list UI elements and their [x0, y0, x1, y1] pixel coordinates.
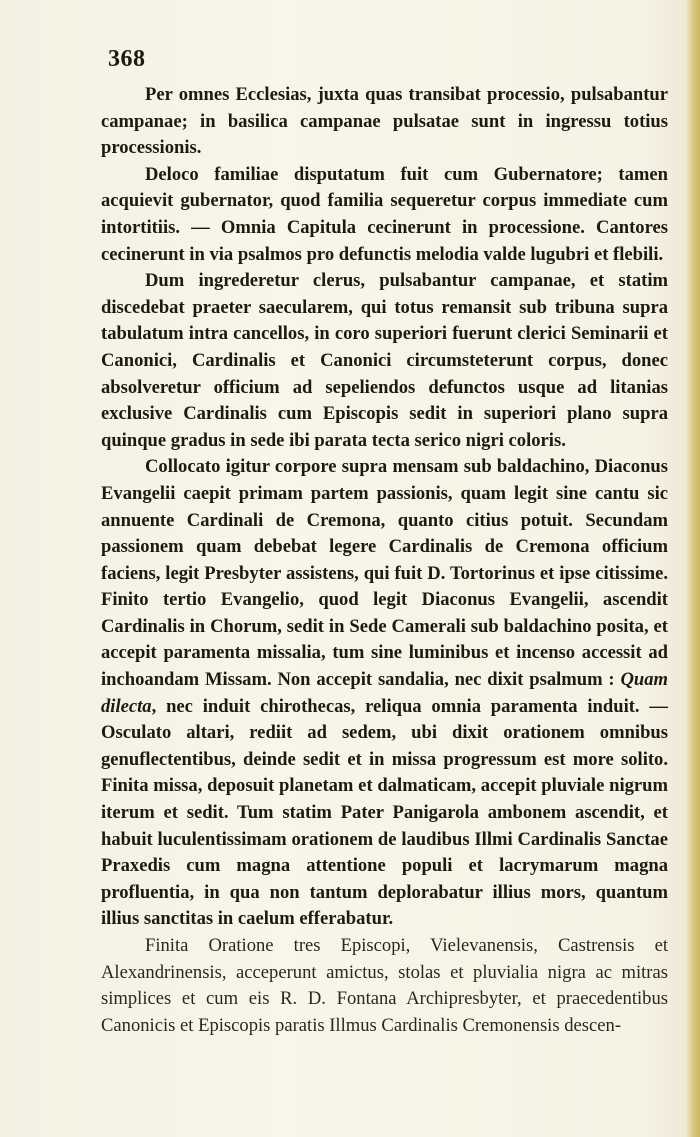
- paragraph-4-text-b: , nec induit chirothecas, reliqua omnia paramenta induit. — Osculato altari, rediit ad sedem, ubi dixit orationem omnibus genuflectentibus, deinde sedit et in missa progressum est more solito. Finita missa, deposuit planetam et dalmaticam, accepit pluviale nigrum iterum et sedit. Tum statim Pater Panigarola ambonem ascendit, et habuit luculentissimam orationem de laudibus Ill: [101, 695, 668, 850]
- body-text: [101, 82, 668, 1039]
- paragraph-4: [101, 454, 668, 933]
- paragraph-3: Dum ingrederetur clerus, pulsabantur campanae, et statim discedebat praeter saecularem, qui totus remansit sub tribuna supra tabulatum intra cancellos, in coro superiori fuerunt clerici Seminarii et Canonici, Cardinalis et Canonici circumsteterunt corpus, donec absolveretur officium ad sepeliendos defunctos usque ad litanias exclusive Cardinalis cum Episcopis sedit in superiori plano supra quinque gradus in sede ibi parata tecta serico nigri coloris.: [101, 270, 668, 451]
- paragraph-4-text-a: Collocato igitur corpore supra mensam sub baldachino, Diaconus Evangelii caepit primam partem passionis, quam legit sine cantu sic annuente Cardinali de Cremona, quanto citius potuit. Secundam passionem quam debebat legere Cardinalis de Cremona officium faciens, legit Presbyter assistens, qui fuit D. Tortorinus et ipse citissime. Finito tertio Evangelio, quod legit Diaconus Evangelii, ascendit Cardinalis in Chorum, sedit in Sede Camerali sub baldachino posita, et accepit paramenta missalia, tum sine luminibus et incenso accessit ad inchoandam Missam. Non accepit sandalia, nec dixit psalmum :: [101, 456, 668, 691]
- paragraph-5: Finita Oratione tres Episcopi, Vielevanensis, Castrensis et Alexandrinensis, acceperunt amictus, stolas et pluvialia nigra ac mitras simplices et cum eis R. D. Fontana Archipresbyter, et praecedentibus Canonicis et Episcopis paratis Illmus Cardinalis Cremonensis descen-: [101, 935, 668, 1036]
- paragraph-2: Deloco familiae disputatum fuit cum Gubernatore; tamen acquievit gubernator, quod familia sequeretur corpus immediate cum intortitiis. — Omnia Capitula cecinerunt in processione. Cantores cecinerunt in via psalmos pro defunctis melodia valde lugubri et flebili.: [101, 163, 668, 265]
- paragraph-1: Per omnes Ecclesias, juxta quas transibat processio, pulsabantur campanae; in basilica campanae pulsatae sunt in ingressu totius processionis.: [101, 84, 668, 159]
- page-number: 368: [108, 46, 146, 72]
- page-edge: [686, 0, 700, 1137]
- psalm-title: Quam dilecta: [101, 669, 668, 717]
- paragraph-4-text-c: mi Cardinalis Sanctae Praxedis cum magna attentione populi et lacrymarum magna profluentia, in qua non tantum deplorabatur illius mors, quantum illius sanctitas in caelum efferabatur.: [101, 828, 668, 930]
